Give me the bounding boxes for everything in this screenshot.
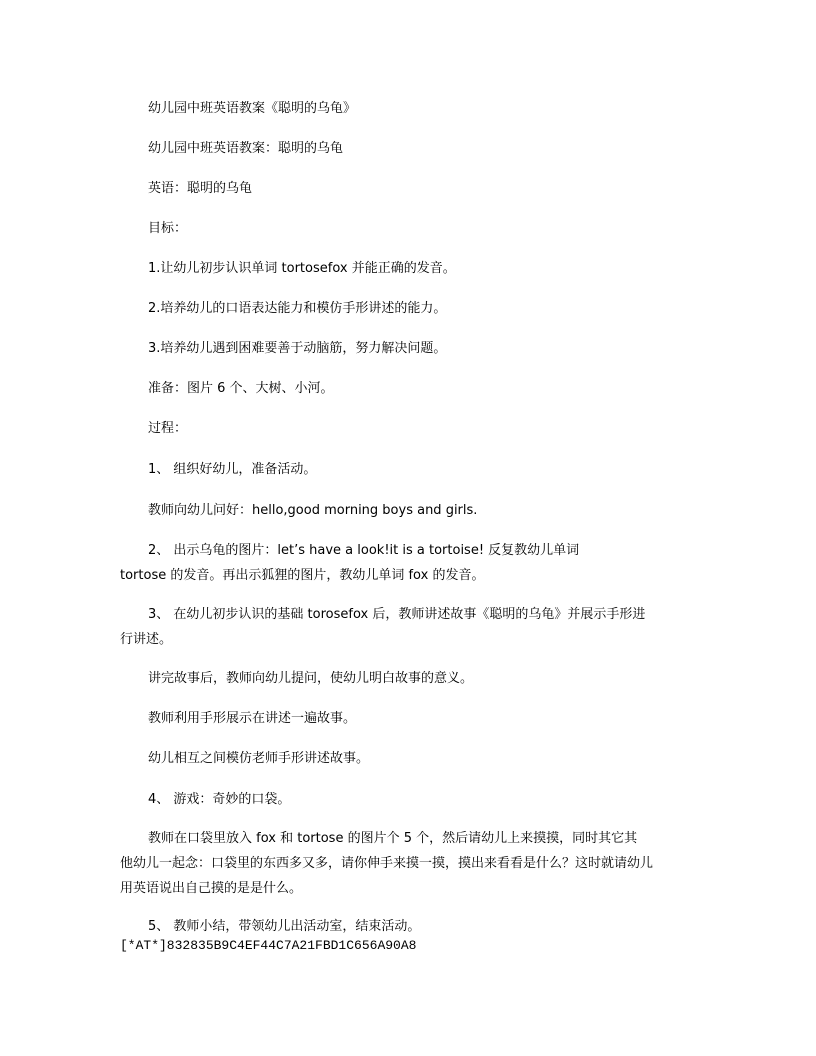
document-subtitle: 幼儿园中班英语教案：聪明的乌龟 <box>148 141 344 156</box>
footer-id: [*AT*]832835B9C4EF44C7A21FBD1C656A90A8 <box>120 938 417 953</box>
subject-line: 英语：聪明的乌龟 <box>148 181 253 196</box>
step-2-line-2: tortose 的发音。再出示狐狸的图片，教幼儿单词 fox 的发音。 <box>120 568 485 583</box>
step-3-line-2: 行讲述。 <box>120 632 173 647</box>
step-5: 5、 教师小结，带领幼儿出活动室，结束活动。 <box>148 919 421 934</box>
step-3-line-1: 3、 在幼儿初步认识的基础 torosefox 后，教师讲述故事《聪明的乌龟》并展示手形进 <box>148 607 646 622</box>
step-4-line-3: 用英语说出自己摸的是是什么。 <box>120 881 303 896</box>
goals-heading: 目标： <box>148 221 188 236</box>
step-4-line-2: 他幼儿一起念：口袋里的东西多又多，请你伸手来摸一摸，摸出来看看是什么？这时就请幼儿 <box>120 856 654 871</box>
document-title: 幼儿园中班英语教案《聪明的乌龟》 <box>148 101 357 116</box>
imitate-line: 幼儿相互之间模仿老师手形讲述故事。 <box>148 751 370 766</box>
retell-line: 教师利用手形展示在讲述一遍故事。 <box>148 711 357 726</box>
preparation-line: 准备：图片 6 个、大树、小河。 <box>148 381 334 396</box>
process-heading: 过程： <box>148 421 188 436</box>
after-story-line: 讲完故事后，教师向幼儿提问，使幼儿明白故事的意义。 <box>148 671 474 686</box>
step-4-line-1: 教师在口袋里放入 fox 和 tortose 的图片个 5 个，然后请幼儿上来摸摸，同时其它其 <box>148 831 638 846</box>
goal-item-3: 3.培养幼儿遇到困难要善于动脑筋，努力解决问题。 <box>148 341 447 356</box>
greeting-line: 教师向幼儿问好：hello,good morning boys and girls. <box>148 503 478 518</box>
step-2-line-1: 2、 出示乌龟的图片：let’s have a look!it is a tortoise! 反复教幼儿单词 <box>148 543 580 558</box>
goal-item-1: 1.让幼儿初步认识单词 tortosefox 并能正确的发音。 <box>148 261 456 276</box>
step-1: 1、 组织好幼儿，准备活动。 <box>148 462 317 477</box>
step-4: 4、 游戏：奇妙的口袋。 <box>148 792 291 807</box>
goal-item-2: 2.培养幼儿的口语表达能力和模仿手形讲述的能力。 <box>148 301 447 316</box>
